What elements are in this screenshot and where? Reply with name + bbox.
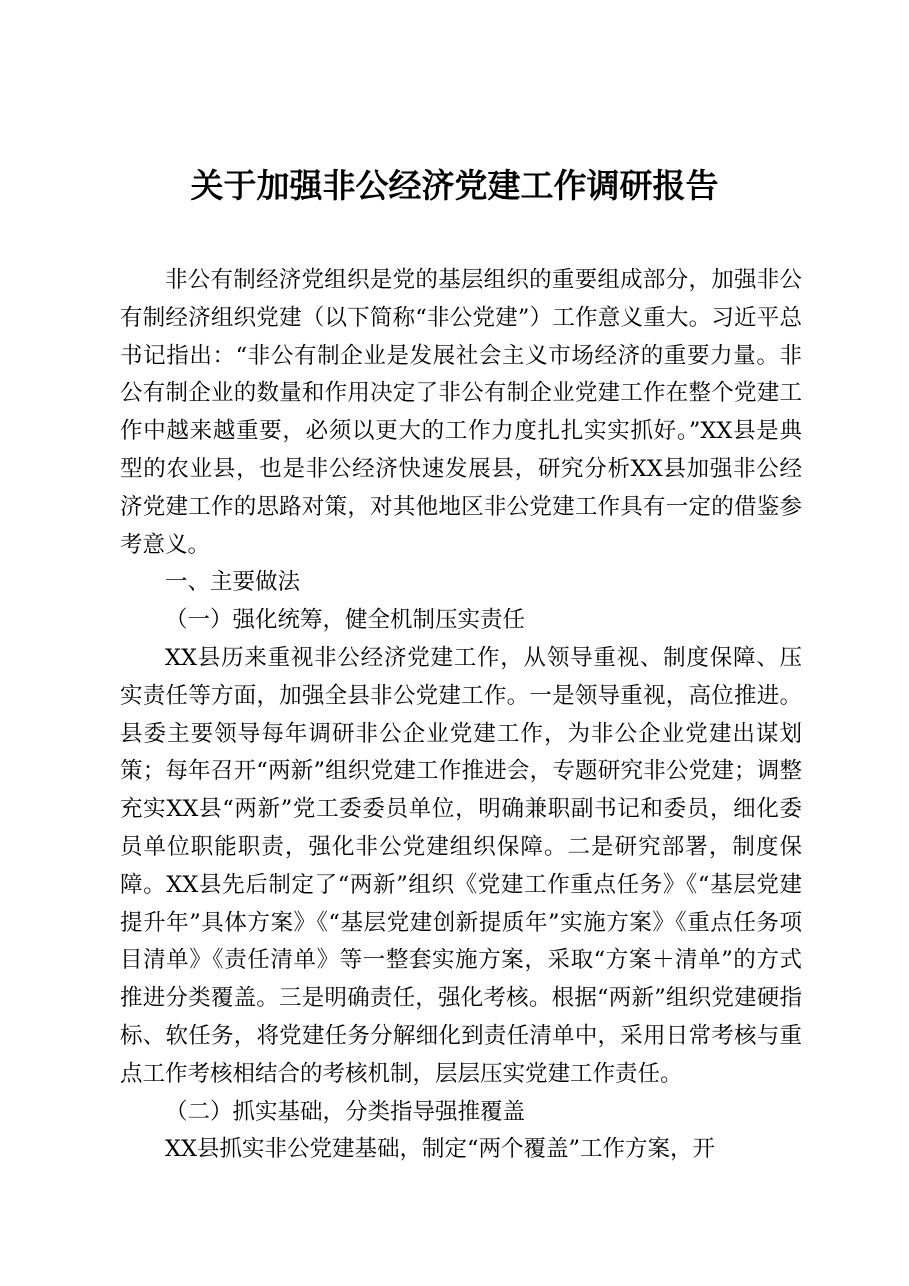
section-heading-main-practices: 一、主要做法 <box>165 569 301 596</box>
subsection-heading-1: （一）强化统筹，健全机制压实责任 <box>165 607 526 634</box>
paragraph-intro: 非公有制经济党组织是党的基层组织的重要组成部分，加强非公有制经济组织党建（以下简称“非公党建”）工作意义重大。习近平总书记指出：“非公有制企业是发展社会主义市场经济的重要力量。非公有制企业的数量和作用决定了非公有制企业党建工作在整个党建工作中越来越重要，必须以更大的工作力度扎扎实实抓好。”XX县是典型的农业县，也是非公经济快速发展县，研究分析XX县加强非公经济党建工作的思路对策，对其他地区非公党建工作具有一定的借鉴参考意义。 <box>120 267 802 558</box>
paragraph-subsection-1: XX县历来重视非公经济党建工作，从领导重视、制度保障、压实责任等方面，加强全县非公党建工作。一是领导重视，高位推进。县委主要领导每年调研非公企业党建工作，为非公企业党建出谋划策；每年召开“两新”组织党建工作推进会，专题研究非公党建；调整充实XX县“两新”党工委委员单位，明确兼职副书记和委员，细化委员单位职能职责，强化非公党建组织保障。二是研究部署，制度保障。XX县先后制定了“两新”组织《党建工作重点任务》《“基层党建提升年”具体方案》《“基层党建创新提质年”实施方案》《重点任务项目清单》《责任清单》等一整套实施方案，采取“方案＋清单”的方式推进分类覆盖。三是明确责任，强化考核。根据“两新”组织党建硬指标、软任务，将党建任务分解细化到责任清单中，采用日常考核与重点工作考核相结合的考核机制，层层压实党建工作责任。 <box>120 644 802 1087</box>
subsection-heading-2: （二）抓实基础，分类指导强推覆盖 <box>165 1098 526 1125</box>
paragraph-subsection-2: XX县抓实非公党建基础，制定“两个覆盖”工作方案，开 <box>165 1136 716 1163</box>
document-body <box>120 262 802 1169</box>
document-title: 关于加强非公经济党建工作调研报告 <box>190 166 719 205</box>
